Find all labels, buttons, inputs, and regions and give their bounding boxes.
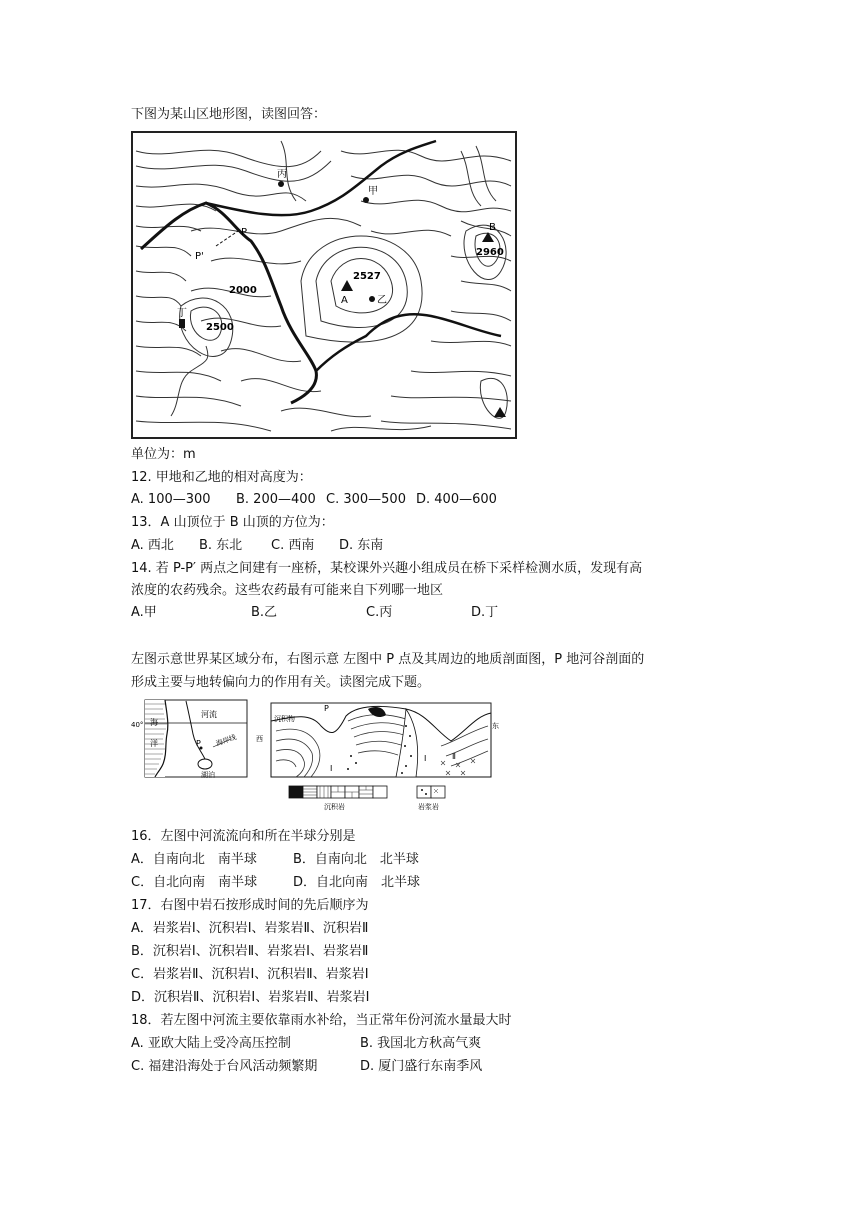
q13-option-a: A. 西北	[131, 538, 174, 553]
latitude-label: 40°	[131, 721, 144, 729]
q18-options-row1	[131, 1035, 481, 1053]
q13-option-c: C. 西南	[271, 538, 315, 553]
q12-option-a: A. 100—300	[131, 492, 211, 507]
elevation-2960: 2960	[476, 247, 504, 258]
q12-options	[131, 491, 497, 509]
q16-options-row1	[131, 851, 419, 869]
contour-2000: 2000	[229, 285, 257, 296]
q13-option-d: D. 东南	[339, 538, 384, 553]
legend-igneous: 岩浆岩	[418, 803, 439, 811]
q17-option-a: A．岩浆岩Ⅰ、沉积岩Ⅰ、岩浆岩Ⅱ、沉积岩Ⅱ	[131, 921, 369, 936]
unit-text: 单位为：m	[131, 447, 196, 462]
label-yi: 乙	[377, 295, 387, 306]
q18-stem: 18．若左图中河流主要依靠雨水补给，当正常年份河流水量最大时	[131, 1013, 512, 1028]
q14-option-b: B.乙	[251, 605, 278, 620]
q17-option-b: B．沉积岩Ⅰ、沉积岩Ⅱ、岩浆岩Ⅰ、岩浆岩Ⅱ	[131, 944, 369, 959]
river-label: 河流	[201, 710, 217, 719]
geologic-cross-section	[256, 701, 500, 811]
q13-options	[131, 537, 383, 555]
q12-option-d: D. 400—600	[416, 492, 497, 507]
label-P: P	[241, 227, 248, 238]
q17-option-c: C．岩浆岩Ⅱ、沉积岩Ⅰ、沉积岩Ⅱ、岩浆岩Ⅰ	[131, 967, 369, 982]
q12-stem: 12. 甲地和乙地的相对高度为：	[131, 470, 312, 485]
label-B: B	[489, 222, 496, 233]
q14-options	[131, 604, 498, 622]
q16-stem: 16．左图中河流流向和所在半球分别是	[131, 829, 356, 844]
west-label: 西	[256, 735, 263, 743]
q16-option-d: D．自北向南 北半球	[293, 875, 421, 890]
rock-II: Ⅱ	[452, 752, 456, 761]
elevation-2527: 2527	[353, 271, 381, 282]
q18-option-b: B. 我国北方秋高气爽	[360, 1036, 482, 1051]
section-p-label: P	[324, 704, 329, 713]
q16-option-a: A．自南向北 南半球	[131, 852, 257, 867]
q14-option-d: D.丁	[471, 605, 499, 620]
label-Pprime: P'	[195, 251, 204, 262]
q14-stem-line1: 14. 若 P-P′ 两点之间建有一座桥，某校课外兴趣小组成员在桥下采样检测水质，发现有高	[131, 561, 643, 576]
sediment-tag: 沉积物	[274, 715, 295, 723]
label-jia: 甲	[368, 186, 378, 197]
regional-map	[131, 699, 249, 779]
q16-option-c: C．自北向南 南半球	[131, 875, 258, 890]
intro-text-2b: 形成主要与地转偏向力的作用有关。读图完成下题。	[131, 675, 431, 690]
q18-option-d: D. 厦门盛行东南季风	[360, 1059, 483, 1074]
contour-2500: 2500	[206, 322, 234, 333]
label-bing: 丙	[277, 169, 287, 180]
q12-option-c: C. 300—500	[326, 492, 406, 507]
sea-label-2: 洋	[150, 739, 158, 748]
rock-I-left: Ⅰ	[330, 764, 333, 773]
legend-sedimentary: 沉积岩	[324, 803, 345, 811]
q17-stem: 17．右图中岩石按形成时间的先后顺序为	[131, 898, 369, 913]
q18-option-c: C. 福建沿海处于台风活动频繁期	[131, 1059, 318, 1074]
label-ding: 丁	[177, 308, 187, 319]
coastline-label: 海岸线	[214, 733, 238, 748]
q18-option-a: A. 亚欧大陆上受冷高压控制	[131, 1036, 291, 1051]
intro-text-2a: 左图示意世界某区域分布，右图示意 左图中 P 点及其周边的地质剖面图，P 地河谷剖面的	[131, 652, 645, 667]
p-point-label: P	[196, 739, 201, 748]
topographic-map	[131, 131, 517, 439]
east-label: 东	[492, 722, 499, 730]
label-A: A	[341, 295, 348, 306]
q14-option-a: A.甲	[131, 605, 157, 620]
intro-text-1: 下图为某山区地形图，读图回答：	[131, 107, 327, 122]
lake-label: 湖泊	[201, 771, 215, 779]
q13-stem: 13．A 山顶位于 B 山顶的方位为：	[131, 515, 334, 530]
q14-option-c: C.丙	[366, 605, 393, 620]
q13-option-b: B. 东北	[199, 538, 243, 553]
q16-options-row2	[131, 874, 420, 892]
q16-option-b: B．自南向北 北半球	[293, 852, 419, 867]
q12-option-b: B. 200—400	[236, 492, 316, 507]
sea-label-1: 海	[150, 718, 158, 727]
q17-option-d: D．沉积岩Ⅱ、沉积岩Ⅰ、岩浆岩Ⅱ、岩浆岩Ⅰ	[131, 990, 370, 1005]
q18-options-row2	[131, 1058, 482, 1076]
rock-I-right: Ⅰ	[424, 754, 427, 763]
q14-stem-line2: 浓度的农药残余。这些农药最有可能来自下列哪一地区	[131, 583, 444, 598]
